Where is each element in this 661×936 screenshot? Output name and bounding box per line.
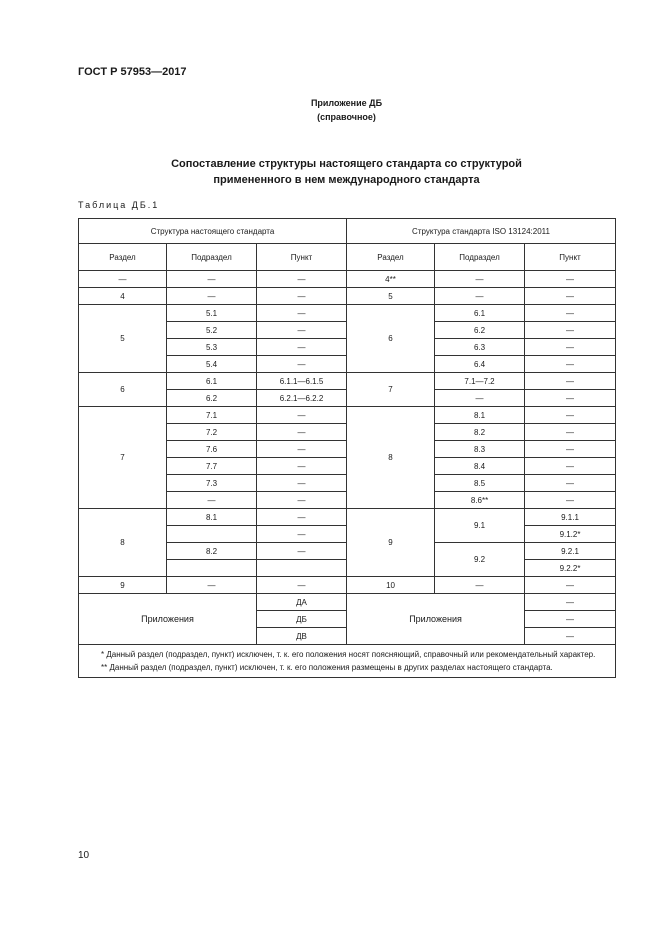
page-number: 10 — [78, 850, 90, 861]
cell-section: 7 — [79, 407, 167, 509]
cell-iso-subsection: 6.3 — [435, 339, 525, 356]
group-header-right: Структура стандарта ISO 13124:2011 — [347, 219, 616, 244]
cell-iso-section: 9 — [347, 509, 435, 577]
cell-iso-subsection: 8.2 — [435, 424, 525, 441]
table-footnotes-row — [79, 645, 616, 678]
cell-iso-clause: — — [525, 288, 616, 305]
cell-iso-subsection: — — [435, 271, 525, 288]
cell-subsection: — — [167, 288, 257, 305]
cell-clause: — — [257, 305, 347, 322]
column-header: Раздел — [79, 244, 167, 271]
cell-iso-subsection: 8.4 — [435, 458, 525, 475]
cell-clause: ДБ — [257, 611, 347, 628]
cell-iso-clause: — — [525, 628, 616, 645]
cell-iso-section: 7 — [347, 373, 435, 407]
table-row — [79, 509, 616, 526]
cell-iso-subsection: 7.1—7.2 — [435, 373, 525, 390]
cell-subsection: 5.2 — [167, 322, 257, 339]
cell-iso-clause: — — [525, 492, 616, 509]
cell-iso-subsection: 8.1 — [435, 407, 525, 424]
cell-clause: — — [257, 543, 347, 560]
cell-subsection: — — [167, 577, 257, 594]
cell-iso-clause: — — [525, 611, 616, 628]
cell-iso-section: 8 — [347, 407, 435, 509]
title-line-2: примененного в нем международного стандарта — [213, 174, 480, 186]
table-row — [79, 577, 616, 594]
cell-iso-section: 5 — [347, 288, 435, 305]
document-code: ГОСТ Р 57953—2017 — [78, 66, 187, 78]
column-header: Раздел — [347, 244, 435, 271]
table-row — [79, 407, 616, 424]
cell-subsection: 5.3 — [167, 339, 257, 356]
cell-iso-section: 4** — [347, 271, 435, 288]
cell-iso-subsection: 9.2 — [435, 543, 525, 577]
column-header: Подраздел — [167, 244, 257, 271]
cell-clause: — — [257, 509, 347, 526]
cell-iso-clause: — — [525, 424, 616, 441]
cell-clause: — — [257, 441, 347, 458]
group-header-left: Структура настоящего стандарта — [79, 219, 347, 244]
cell-iso-clause: — — [525, 441, 616, 458]
cell-clause: — — [257, 458, 347, 475]
cell-section: — — [79, 271, 167, 288]
cell-clause: ДА — [257, 594, 347, 611]
table-column-header-row — [79, 244, 616, 271]
cell-clause: — — [257, 271, 347, 288]
cell-subsection: 7.7 — [167, 458, 257, 475]
title-line-1: Сопоставление структуры настоящего стандарта со структурой — [171, 158, 522, 170]
cell-iso-appendices: Приложения — [347, 594, 525, 645]
structure-comparison-table — [78, 218, 616, 678]
cell-iso-subsection: — — [435, 288, 525, 305]
cell-subsection — [167, 560, 257, 577]
cell-iso-subsection: 6.1 — [435, 305, 525, 322]
cell-section: 5 — [79, 305, 167, 373]
cell-clause: — — [257, 288, 347, 305]
appendix-kind: (справочное) — [317, 112, 376, 122]
cell-iso-clause: — — [525, 373, 616, 390]
footnote-double-asterisk: ** Данный раздел (подраздел, пункт) исключен, т. к. его положения размещены в других разделах настоящего стандарта. — [101, 663, 553, 672]
cell-subsection: — — [167, 492, 257, 509]
cell-iso-clause: — — [525, 390, 616, 407]
cell-iso-clause: 9.1.1 — [525, 509, 616, 526]
cell-iso-clause: — — [525, 339, 616, 356]
cell-iso-subsection: 6.4 — [435, 356, 525, 373]
column-header: Подраздел — [435, 244, 525, 271]
cell-section: 4 — [79, 288, 167, 305]
cell-iso-clause: — — [525, 594, 616, 611]
cell-subsection: 8.1 — [167, 509, 257, 526]
cell-appendices: Приложения — [79, 594, 257, 645]
cell-clause: — — [257, 407, 347, 424]
cell-clause: — — [257, 356, 347, 373]
cell-section: 9 — [79, 577, 167, 594]
cell-iso-section: 10 — [347, 577, 435, 594]
cell-iso-clause: — — [525, 305, 616, 322]
cell-iso-section: 6 — [347, 305, 435, 373]
cell-clause: 6.2.1—6.2.2 — [257, 390, 347, 407]
cell-iso-clause: — — [525, 458, 616, 475]
cell-section: 6 — [79, 373, 167, 407]
table-caption: Таблица ДБ.1 — [78, 200, 160, 210]
table-title — [0, 156, 661, 188]
cell-iso-subsection: — — [435, 577, 525, 594]
cell-iso-clause: — — [525, 577, 616, 594]
table-footnotes — [79, 645, 616, 678]
cell-subsection: 7.3 — [167, 475, 257, 492]
cell-iso-subsection: 8.3 — [435, 441, 525, 458]
cell-clause: — — [257, 577, 347, 594]
cell-iso-subsection: 6.2 — [435, 322, 525, 339]
cell-clause: — — [257, 475, 347, 492]
cell-iso-subsection: 8.6** — [435, 492, 525, 509]
cell-iso-clause: 9.1.2* — [525, 526, 616, 543]
cell-iso-clause: — — [525, 271, 616, 288]
cell-subsection: 6.2 — [167, 390, 257, 407]
cell-iso-clause: — — [525, 475, 616, 492]
appendix-heading — [0, 96, 661, 124]
cell-iso-subsection: 9.1 — [435, 509, 525, 543]
cell-subsection: — — [167, 271, 257, 288]
table-row — [79, 271, 616, 288]
cell-clause: 6.1.1—6.1.5 — [257, 373, 347, 390]
appendix-name: Приложение ДБ — [310, 98, 383, 108]
cell-clause: — — [257, 492, 347, 509]
cell-subsection: 5.1 — [167, 305, 257, 322]
cell-subsection: 7.2 — [167, 424, 257, 441]
column-header: Пункт — [257, 244, 347, 271]
cell-subsection: 7.6 — [167, 441, 257, 458]
footnote-single-asterisk: * Данный раздел (подраздел, пункт) исключен, т. к. его положения носят поясняющий, справочный или рекомендательный характер. — [101, 650, 596, 659]
cell-clause: — — [257, 339, 347, 356]
cell-subsection: 7.1 — [167, 407, 257, 424]
table-row — [79, 305, 616, 322]
cell-iso-clause: — — [525, 322, 616, 339]
table-group-header-row — [79, 219, 616, 244]
cell-iso-subsection: 8.5 — [435, 475, 525, 492]
table-row — [79, 288, 616, 305]
table-row — [79, 373, 616, 390]
cell-clause: — — [257, 424, 347, 441]
table-row — [79, 594, 616, 611]
cell-subsection: 6.1 — [167, 373, 257, 390]
cell-section: 8 — [79, 509, 167, 577]
cell-iso-subsection: — — [435, 390, 525, 407]
cell-clause: — — [257, 526, 347, 543]
cell-subsection — [167, 526, 257, 543]
cell-clause: ДВ — [257, 628, 347, 645]
column-header: Пункт — [525, 244, 616, 271]
cell-subsection: 5.4 — [167, 356, 257, 373]
cell-iso-clause: — — [525, 407, 616, 424]
cell-clause: — — [257, 322, 347, 339]
cell-iso-clause: 9.2.2* — [525, 560, 616, 577]
cell-subsection: 8.2 — [167, 543, 257, 560]
cell-clause — [257, 560, 347, 577]
cell-iso-clause: 9.2.1 — [525, 543, 616, 560]
cell-iso-clause: — — [525, 356, 616, 373]
